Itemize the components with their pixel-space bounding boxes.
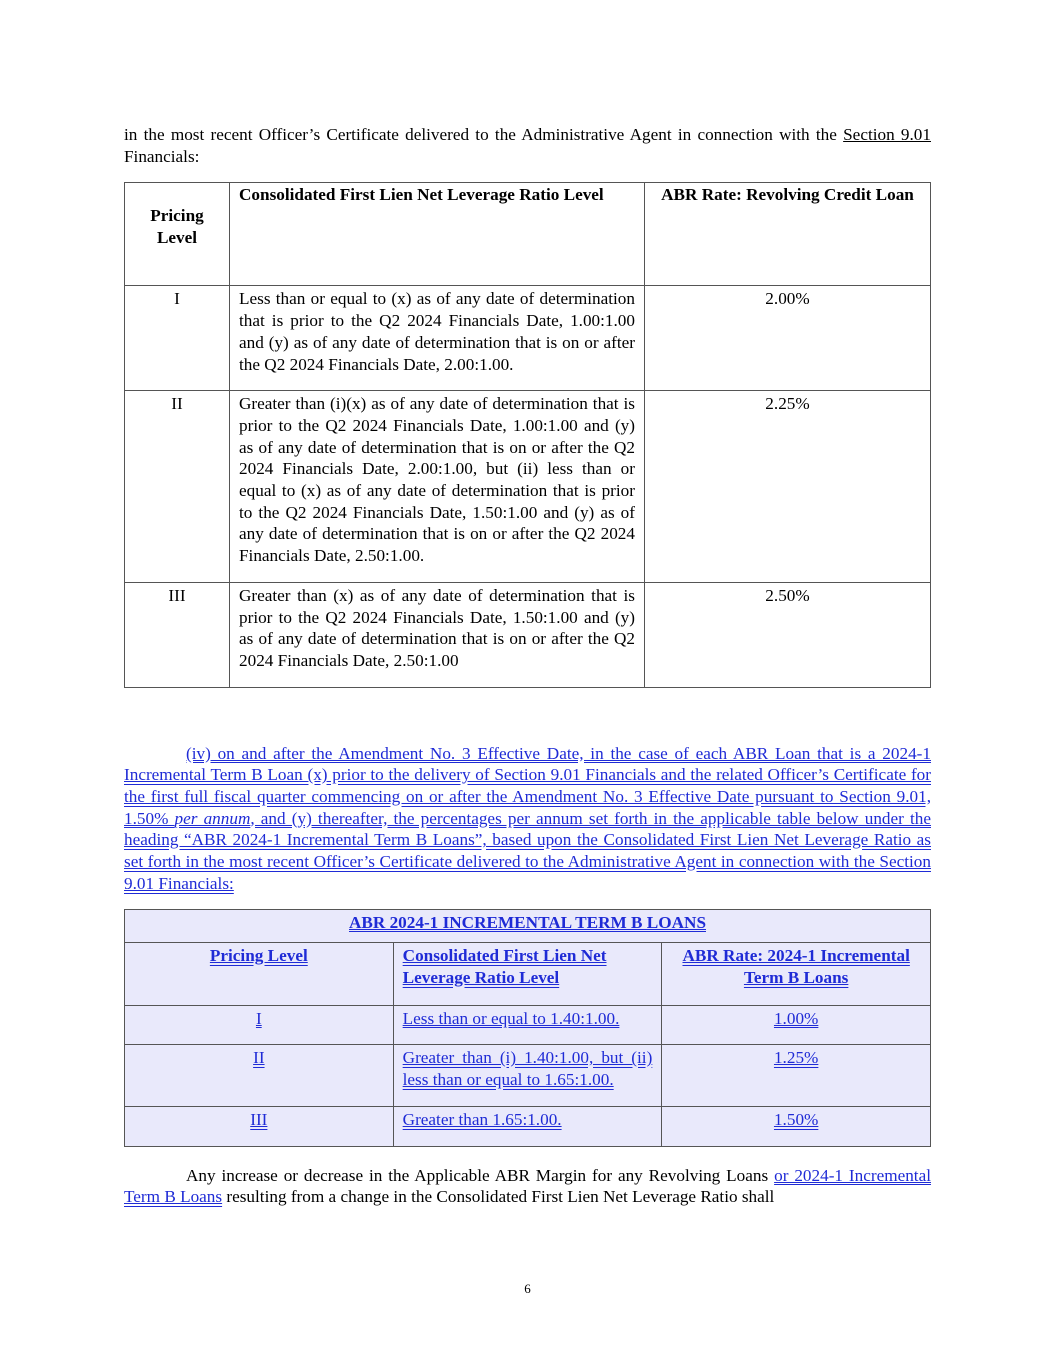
cell-level: II xyxy=(125,1045,394,1106)
incremental-term-b-pricing-table xyxy=(124,909,931,1147)
table-row xyxy=(125,1005,931,1045)
cell-level: III xyxy=(125,1106,394,1146)
table-title-row xyxy=(125,909,931,943)
cell-ratio: Less than or equal to 1.40:1.00. xyxy=(393,1005,662,1045)
table-header-row xyxy=(125,943,931,1005)
table-row xyxy=(125,286,931,391)
header-rate: ABR Rate: 2024-1 Incremental Term B Loans xyxy=(662,943,931,1005)
amendment-paragraph: (iv) on and after the Amendment No. 3 Effective Date, in the case of each ABR Loan that is a 2024-1 Incremental Term B Loan (x) prior to the delivery of Section 9.01 Financials and the related Officer’s Certificate for the first full fiscal quarter commencing on or after the Amendment No. 3 Effective Date pursuant to Section 9.01, 1.50% per annum, and (y) thereafter, the percentages per annum set forth in the applicable table below under the heading “ABR 2024-1 Incremental Term B Loans”, based upon the Consolidated First Lien Net Leverage Ratio as set forth in the most recent Officer’s Certificate delivered to the Administrative Agent in connection with the Section 9.01 Financials: xyxy=(124,743,931,893)
cell-ratio: Greater than 1.65:1.00. xyxy=(393,1106,662,1146)
inserted-text: or 2024-1 Incremental Term B Loans xyxy=(124,1165,931,1207)
table-row xyxy=(125,1045,931,1106)
page-number: 6 xyxy=(524,1281,531,1296)
table-title: ABR 2024-1 INCREMENTAL TERM B LOANS xyxy=(125,909,931,943)
cell-ratio: Greater than (x) as of any date of determination that is prior to the Q2 2024 Financials Date, 1.50:1.00 and (y) as of any date of determination that is on or after the Q2 2024 Financials Date, 2.50:1.00 xyxy=(230,582,645,687)
cell-level: III xyxy=(125,582,230,687)
cell-ratio: Less than or equal to (x) as of any date of determination that is prior to the Q2 2024 Financials Date, 1.00:1.00 and (y) as of any date of determination that is on or after the Q2 2024 Financials Date, 2.00:1.00. xyxy=(230,286,645,391)
header-rate: ABR Rate: Revolving Credit Loan xyxy=(645,183,931,286)
cell-rate: 2.00% xyxy=(645,286,931,391)
revolving-credit-pricing-table xyxy=(124,182,931,687)
cell-ratio: Greater than (i) 1.40:1.00, but (ii) less than or equal to 1.65:1.00. xyxy=(393,1045,662,1106)
table-row xyxy=(125,391,931,583)
cell-rate: 2.25% xyxy=(645,391,931,583)
cell-rate: 1.50% xyxy=(662,1106,931,1146)
header-ratio-level: Consolidated First Lien Net Leverage Ratio Level xyxy=(393,943,662,1005)
cell-level: I xyxy=(125,286,230,391)
cell-rate: 2.50% xyxy=(645,582,931,687)
intro-paragraph: in the most recent Officer’s Certificate delivered to the Administrative Agent in connection with the Section 9.01 Financials: xyxy=(124,125,931,166)
cell-level: I xyxy=(125,1005,394,1045)
section-ref-link: Section 9.01 xyxy=(843,125,931,144)
closing-paragraph: Any increase or decrease in the Applicable ABR Margin for any Revolving Loans or 2024-1 Incremental Term B Loans resulting from a change in the Consolidated First Lien Net Leverage Ratio shall xyxy=(124,1165,931,1207)
header-pricing-level: Pricing Level xyxy=(125,943,394,1005)
table-row xyxy=(125,1106,931,1146)
cell-ratio: Greater than (i)(x) as of any date of determination that is prior to the Q2 2024 Financials Date, 1.00:1.00 and (y) as of any date of determination that is on or after the Q2 2024 Financials Date, 2.00:1.00, but (ii) less than or equal to (x) as of any date of determination that is prior to the Q2 2024 Financials Date, 1.50:1.00 and (y) as of any date of determination that is on or after the Q2 2024 Financials Date, 2.50:1.00. xyxy=(230,391,645,583)
table-row xyxy=(125,582,931,687)
cell-rate: 1.25% xyxy=(662,1045,931,1106)
document-page xyxy=(124,124,931,1208)
cell-level: II xyxy=(125,391,230,583)
cell-rate: 1.00% xyxy=(662,1005,931,1045)
header-pricing-level: Pricing Level xyxy=(125,183,230,286)
header-ratio-level: Consolidated First Lien Net Leverage Ratio Level xyxy=(230,183,645,286)
table-header-row xyxy=(125,183,931,286)
